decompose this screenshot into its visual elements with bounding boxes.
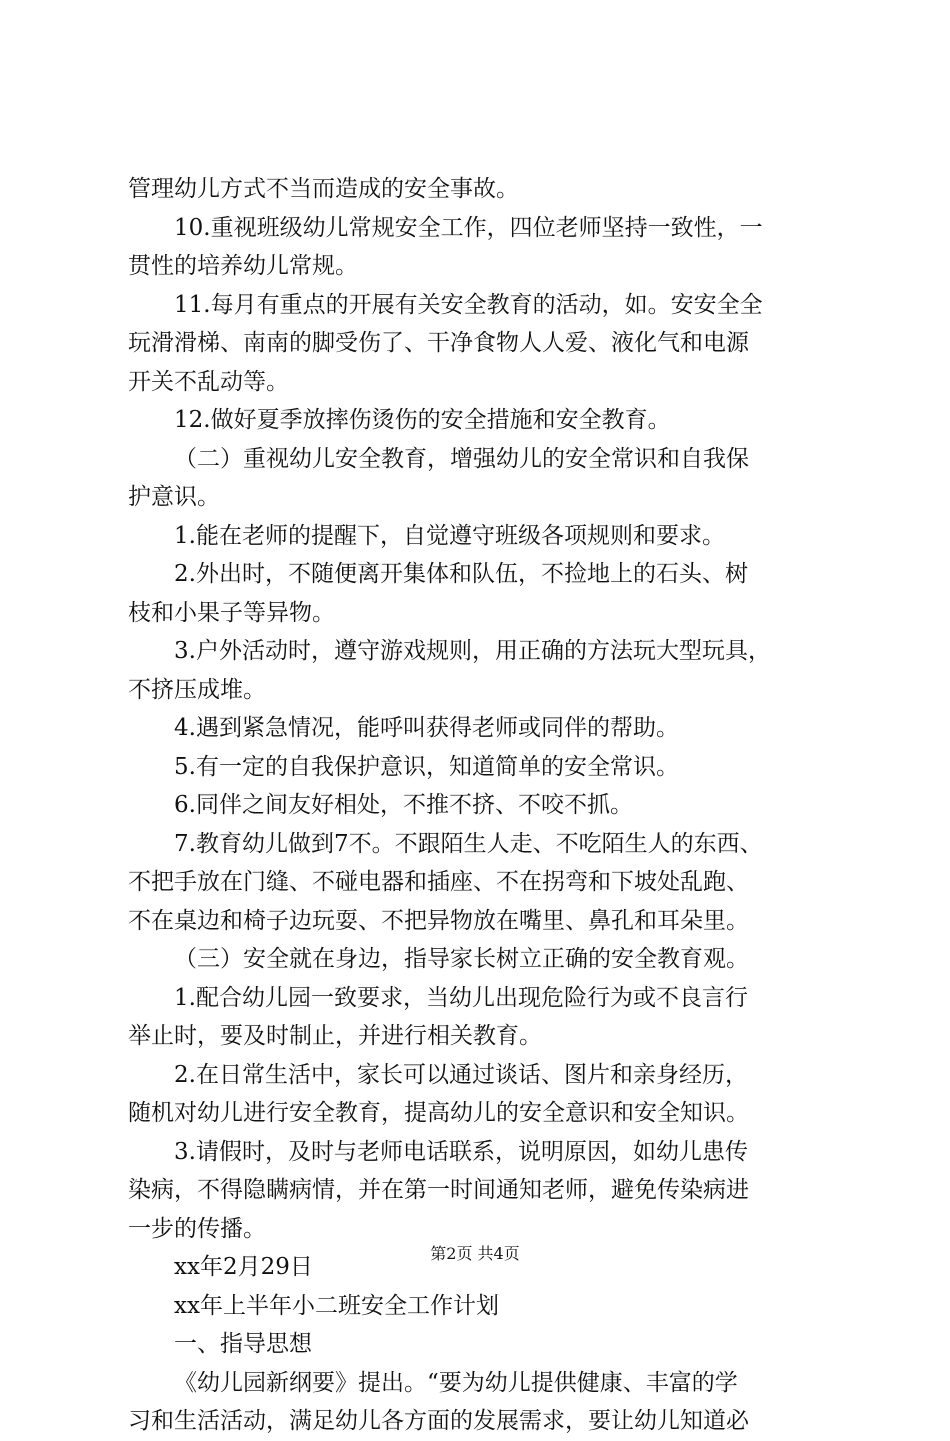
- text-line: （三）安全就在身边，指导家长树立正确的安全教育观。: [174, 946, 749, 972]
- text-line: 1.能在老师的提醒下，自觉遵守班级各项规则和要求。: [174, 522, 725, 549]
- text-line: 贯性的培养幼儿常规。: [128, 253, 358, 279]
- text-line: 不在桌边和椅子边玩耍、不把异物放在嘴里、鼻孔和耳朵里。: [128, 907, 749, 934]
- text-line: 管理幼儿方式不当而造成的安全事故。: [128, 176, 519, 202]
- text-line: 5.有一定的自我保护意识，知道简单的安全常识。: [174, 753, 679, 780]
- text-line: 4.遇到紧急情况，能呼叫获得老师或同伴的帮助。: [174, 715, 679, 741]
- text-line: 《幼儿园新纲要》提出。“要为幼儿提供健康、丰富的学: [174, 1369, 738, 1396]
- text-line: 随机对幼儿进行安全教育，提高幼儿的安全意识和安全知识。: [128, 1100, 749, 1126]
- text-line: 3.户外活动时，遵守游戏规则，用正确的方法玩大型玩具，: [174, 638, 771, 664]
- text-line: 7.教育幼儿做到7不。不跟陌生人走、不吃陌生人的东西、: [174, 830, 763, 857]
- text-line: 染病，不得隐瞒病情，并在第一时间通知老师，避免传染病进: [128, 1177, 749, 1203]
- text-line: 12.做好夏季放摔伤烫伤的安全措施和安全教育。: [174, 407, 671, 433]
- text-line: 11.每月有重点的开展有关安全教育的活动，如。安安全全: [174, 291, 763, 318]
- text-line: 一步的传播。: [128, 1215, 266, 1242]
- text-line: 3.请假时，及时与老师电话联系，说明原因，如幼儿患传: [174, 1138, 748, 1165]
- text-line: 2.在日常生活中，家长可以通过谈话、图片和亲身经历，: [174, 1061, 748, 1088]
- text-line: 1.配合幼儿园一致要求，当幼儿出现危险行为或不良言行: [174, 984, 748, 1011]
- text-line: 举止时，要及时制止，并进行相关教育。: [128, 1023, 542, 1049]
- text-line: 玩滑滑梯、南南的脚受伤了、干净食物人人爱、液化气和电源: [128, 330, 749, 356]
- text-line: 10.重视班级幼儿常规安全工作，四位老师坚持一致性，一: [174, 214, 763, 241]
- text-line: 开关不乱动等。: [128, 368, 289, 395]
- text-line: 不挤压成堆。: [128, 676, 266, 703]
- text-line: xx年上半年小二班安全工作计划: [174, 1292, 499, 1319]
- text-line: 护意识。: [128, 484, 220, 510]
- text-line: xx年2月29日: [174, 1254, 313, 1280]
- text-line: 习和生活活动，满足幼儿各方面的发展需求，要让幼儿知道必: [128, 1408, 749, 1434]
- text-line: 不把手放在门缝、不碰电器和插座、不在拐弯和下坡处乱跑、: [128, 869, 749, 895]
- text-line: 一、指导思想: [174, 1331, 312, 1357]
- text-line: 6.同伴之间友好相处，不推不挤、不咬不抓。: [174, 792, 633, 818]
- text-line: 2.外出时，不随便离开集体和队伍，不捡地上的石头、树: [174, 561, 748, 587]
- text-line: （二）重视幼儿安全教育，增强幼儿的安全常识和自我保: [174, 445, 749, 472]
- text-line: 枝和小果子等异物。: [128, 599, 335, 626]
- page-footer: 第2页 共4页: [430, 1244, 520, 1263]
